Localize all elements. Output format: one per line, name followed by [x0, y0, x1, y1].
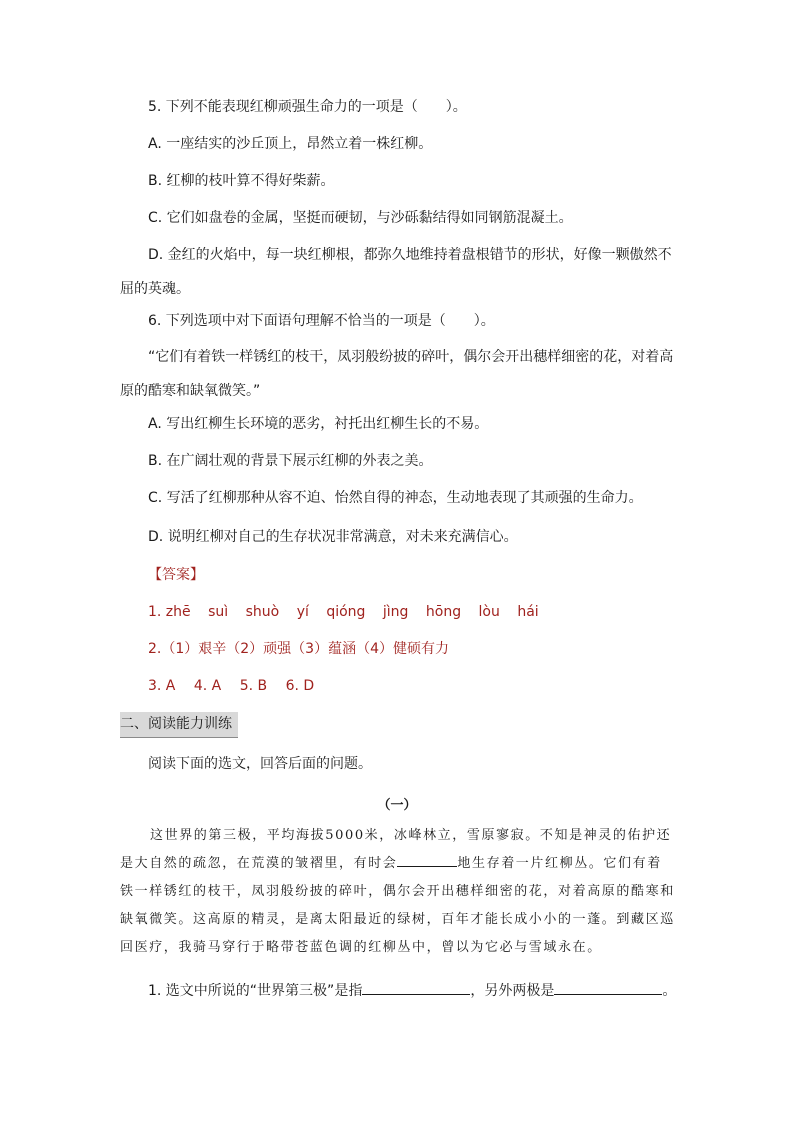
- q6-option-d: D. 说明红柳对自己的生存状况非常满意，对未来充满信心。: [148, 529, 518, 545]
- q1-blank-2[interactable]: [554, 980, 662, 995]
- q6-option-c: C. 写活了红柳那种从容不迫、怡然自得的神态，生动地表现了其顽强的生命力。: [148, 490, 643, 506]
- section-heading: 二、阅读能力训练: [120, 712, 238, 738]
- passage-subtitle: （一）: [377, 798, 417, 813]
- q1-end: 。: [662, 983, 677, 999]
- passage-part-1: 这世界的第三极，平均海拔5000米，冰峰林立，雪原寥寂。不知是神灵的佑护还是大自然的疏忽，在荒漠的皱褶里，有时会: [120, 828, 672, 871]
- answer-pinyin-item: 1. zhē: [148, 604, 191, 620]
- answer-label: 【答案】: [148, 567, 204, 583]
- q1-blank-1[interactable]: [362, 980, 470, 995]
- answer-line-3: [148, 676, 328, 696]
- section-intro: 阅读下面的选文，回答后面的问题。: [148, 756, 372, 772]
- answer-line-1: [148, 602, 552, 622]
- answer-pinyin-item: yí: [296, 604, 309, 620]
- answer-choice-item: 5. B: [239, 678, 268, 694]
- answer-pinyin-item: hōng: [425, 604, 462, 620]
- answer-choice-item: 4. A: [193, 678, 222, 694]
- answer-pinyin-item: shuò: [245, 604, 280, 620]
- q6-stem: 6. 下列选项中对下面语句理解不恰当的一项是（ ）。: [148, 313, 495, 329]
- q5-option-d: D. 金红的火焰中，每一块红柳根，都弥久地维持着盘根错节的形状，好像一颗傲然不屈的英魂。: [120, 247, 672, 297]
- q1-text-2: ，另外两极是: [470, 983, 555, 999]
- answer-choice-item: 3. A: [148, 678, 176, 694]
- q5-option-a: A. 一座结实的沙丘顶上，昂然立着一株红柳。: [148, 136, 433, 152]
- passage-part-2: 地生存着一片红柳丛。它们有着铁一样锈红的枝干，凤羽般纷披的碎叶，偶尔会开出穗样细密的花，对着高原的酷寒和缺氧微笑。这高原的精灵，是离太阳最近的绿树，百年才能长成小小的一蓬。到藏区巡回医疗，我骑马穿行于略带苍蓝色调的红柳丛中，曾以为它必与雪域永在。: [120, 856, 675, 955]
- answer-pinyin-item: suì: [208, 604, 229, 620]
- answer-line-2: 2.（1）艰辛（2）顽强（3）蕴涵（4）健硕有力: [148, 641, 449, 657]
- q1-text-1: 1. 选文中所说的“世界第三极”是指: [148, 983, 363, 999]
- q5-option-c: C. 它们如盘卷的金属，坚挺而硬韧，与沙砾黏结得如同钢筋混凝土。: [148, 210, 573, 226]
- question-1: [148, 980, 676, 1001]
- answer-pinyin-item: jìng: [382, 604, 409, 620]
- q6-option-b: B. 在广阔壮观的背景下展示红柳的外表之美。: [148, 453, 433, 469]
- q6-quote: “它们有着铁一样锈红的枝干，凤羽般纷披的碎叶，偶尔会开出穗样细密的花，对着高原的酷寒和缺氧微笑。”: [120, 349, 674, 399]
- passage-text: [120, 822, 676, 962]
- answer-pinyin-item: hái: [517, 604, 539, 620]
- q6-option-a: A. 写出红柳生长环境的恶劣，衬托出红柳生长的不易。: [148, 416, 489, 432]
- answer-pinyin-item: lòu: [478, 604, 500, 620]
- q5-option-b: B. 红柳的枝叶算不得好柴薪。: [148, 173, 335, 189]
- q5-stem: 5. 下列不能表现红柳顽强生命力的一项是（ ）。: [148, 99, 467, 115]
- answer-pinyin-item: qióng: [326, 604, 366, 620]
- answer-choice-item: 6. D: [285, 678, 315, 694]
- passage-fill-blank[interactable]: [397, 852, 457, 867]
